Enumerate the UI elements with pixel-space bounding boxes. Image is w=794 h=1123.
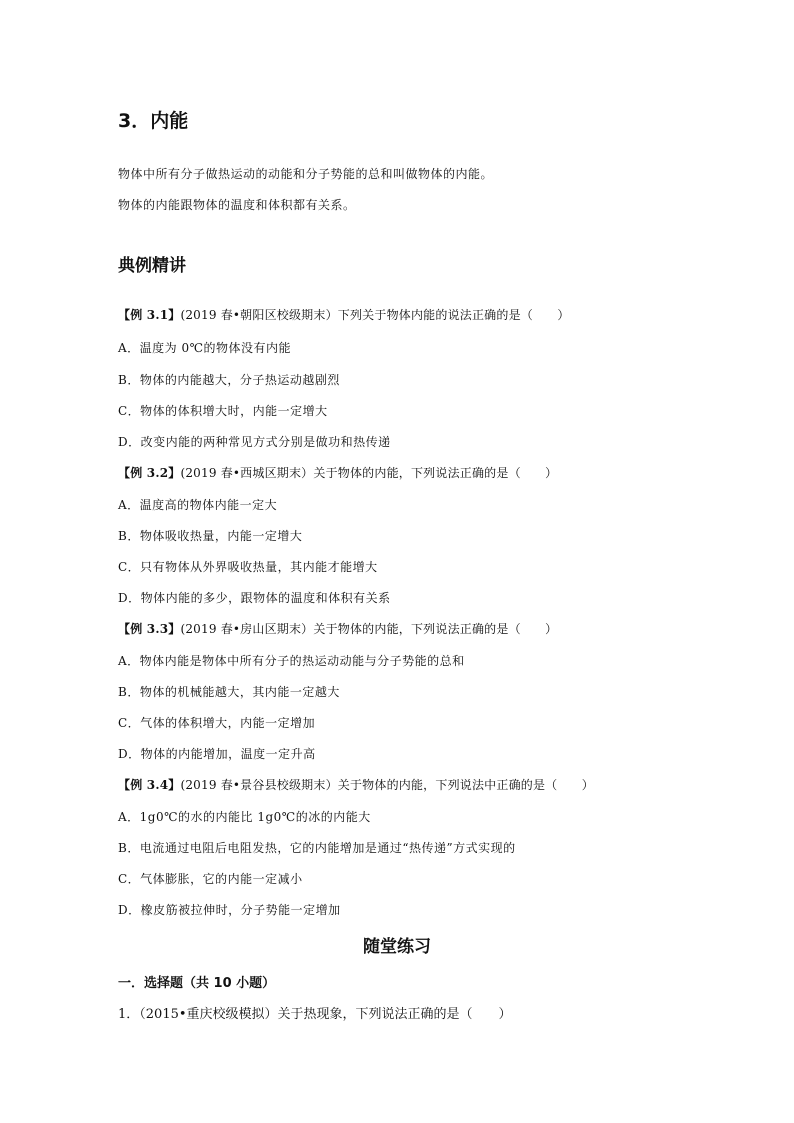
option-d: D．橡皮筋被拉伸时，分子势能一定增加 — [118, 903, 341, 917]
option-d: D．改变内能的两种常见方式分别是做功和热传递 — [118, 435, 391, 449]
option-c: C．气体的体积增大，内能一定增加 — [118, 716, 316, 730]
example-question — [118, 464, 557, 481]
option-d: D．物体的内能增加，温度一定升高 — [118, 747, 316, 761]
example-tag: 【例 3.4】 — [118, 778, 181, 792]
option-d: D．物体内能的多少，跟物体的温度和体积有关系 — [118, 591, 391, 605]
option-b: B．物体的机械能越大，其内能一定越大 — [118, 685, 340, 699]
option-c: C．只有物体从外界吸收热量，其内能才能增大 — [118, 560, 378, 574]
intro-paragraph: 物体中所有分子做热运动的动能和分子势能的总和叫做物体的内能。 — [118, 167, 494, 181]
intro-paragraph: 物体的内能跟物体的温度和体积都有关系。 — [118, 198, 356, 212]
example-question — [118, 306, 570, 323]
option-a: A．温度高的物体内能一定大 — [118, 498, 278, 512]
example-stem: (2019 春•西城区期末）关于物体的内能，下列说法正确的是（ ） — [180, 466, 558, 480]
option-a: A．1g0℃的水的内能比 1g0℃的冰的内能大 — [118, 810, 371, 824]
example-tag: 【例 3.2】 — [118, 466, 181, 480]
option-a: A．温度为 0℃的物体没有内能 — [118, 341, 292, 355]
section-title: 3．内能 — [118, 110, 189, 132]
part-heading: 一．选择题（共 10 小题） — [118, 976, 276, 991]
example-question — [118, 776, 594, 793]
practice-question: 1．（2015•重庆校级模拟）关于热现象，下列说法正确的是（ ） — [118, 1007, 512, 1022]
example-stem: (2019 春•朝阳区校级期末）下列关于物体内能的说法正确的是（ ） — [180, 308, 570, 322]
option-b: B．物体吸收热量，内能一定增大 — [118, 529, 303, 543]
examples-heading: 典例精讲 — [118, 256, 186, 276]
option-c: C．物体的体积增大时，内能一定增大 — [118, 404, 328, 418]
practice-heading: 随堂练习 — [363, 937, 431, 957]
option-b: B．物体的内能越大，分子热运动越剧烈 — [118, 373, 340, 387]
example-stem: (2019 春•房山区期末）关于物体的内能，下列说法正确的是（ ） — [180, 622, 558, 636]
example-tag: 【例 3.1】 — [118, 308, 181, 322]
example-tag: 【例 3.3】 — [118, 622, 181, 636]
option-a: A．物体内能是物体中所有分子的热运动动能与分子势能的总和 — [118, 654, 465, 668]
option-c: C．气体膨胀，它的内能一定减小 — [118, 872, 303, 886]
example-question — [118, 620, 557, 637]
option-b: B．电流通过电阻后电阻发热，它的内能增加是通过“热传递”方式实现的 — [118, 841, 516, 855]
example-stem: (2019 春•景谷县校级期末）关于物体的内能，下列说法中正确的是（ ） — [180, 778, 594, 792]
